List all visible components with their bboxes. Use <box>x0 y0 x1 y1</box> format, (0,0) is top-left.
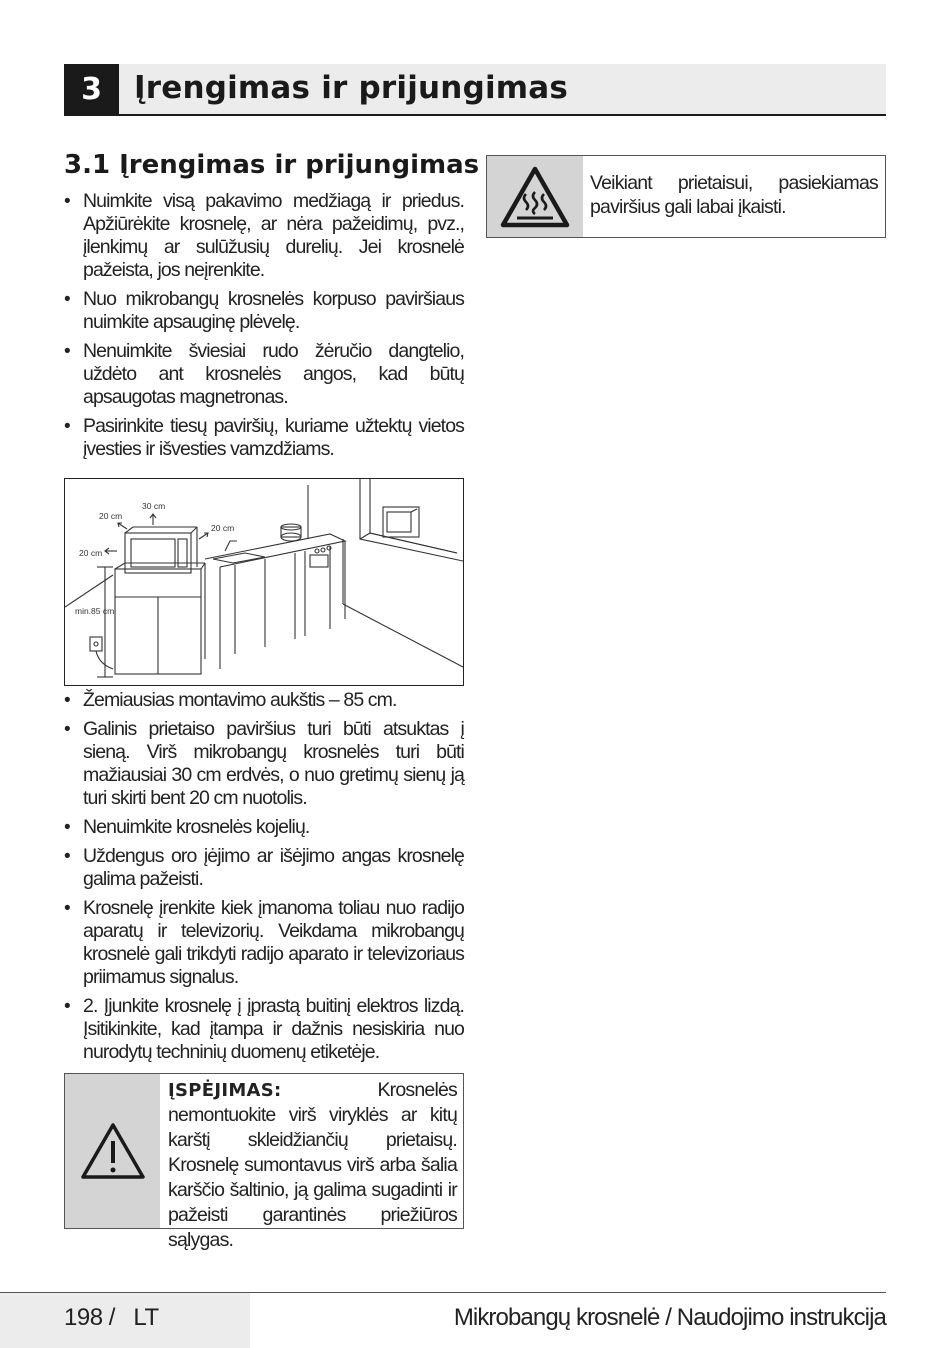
min-height-label: min.85 cm <box>75 606 115 616</box>
hot-surface-icon-cell <box>487 156 583 237</box>
section-title: 3.1 Įrengimas ir prijungimas <box>64 150 480 180</box>
installation-illustration <box>64 478 464 686</box>
warning-label: ĮSPĖJIMAS: <box>168 1080 282 1101</box>
list-item: • 2. Įjunkite krosnelę į įprastą buitinį elektros lizdą. Įsitikinkite, kad įtampa ir dažnis nesiskiria nuo nurodytų techninių duomenų etiketėje. <box>64 995 464 1064</box>
warning-box <box>64 1073 464 1251</box>
hot-surface-text: Veikiant prietaisui, pasiekiamas paviršius gali labai įkaisti. <box>590 172 878 218</box>
chapter-header <box>64 64 886 116</box>
warning-triangle-icon <box>79 1121 147 1181</box>
list-item: • Galinis prietaiso paviršius turi būti atsuktas į sieną. Virš mikrobangų krosnelės turi būti mažiausiai 30 cm erdvės, o nuo gretimų sienų ją turi skirti bent 20 cm nuotolis. <box>64 718 464 810</box>
clearance-right-label: 20 cm <box>211 523 235 533</box>
hot-surface-icon <box>499 164 571 230</box>
warning-text <box>168 1078 457 1253</box>
list-item: • Pasirinkite tiesų paviršių, kuriame užtektų vietos įvesties ir išvesties vamzdžiams. <box>64 415 464 461</box>
list-item: • Žemiausias montavimo aukštis – 85 cm. <box>64 689 464 712</box>
list-item: • Nenuimkite krosnelės kojelių. <box>64 816 464 839</box>
list-item: • Krosnelę įrenkite kiek įmanoma toliau nuo radijo aparatų ir televizorių. Veikdama mikrobangų krosnelė gali trikdyti radijo aparato ir televizoriaus priimamus signalus. <box>64 897 464 989</box>
hot-surface-notice <box>486 155 886 238</box>
list-item: • Nuo mikrobangų krosnelės korpuso paviršiaus nuimkite apsauginę plėvelę. <box>64 288 464 334</box>
warning-icon-cell <box>65 1074 160 1228</box>
placement-rules-list <box>64 689 464 1070</box>
kitchen-clearance-drawing <box>65 479 463 685</box>
warning-body: Krosnelės nemontuokite virš viryklės ar kitų karštį skleidžiančių prietaisų. Krosnelę sumontavus virš arba šalia karščio šaltinio, ją galima sugadinti ir pažeisti garantinės priežiūros sąlygas. <box>168 1079 457 1251</box>
list-item: • Uždengus oro įėjimo ar išėjimo angas krosnelę galima pažeisti. <box>64 845 464 891</box>
clearance-left-top-label: 20 cm <box>99 511 123 521</box>
clearance-top-label: 30 cm <box>142 501 166 511</box>
list-item: • Nuimkite visą pakavimo medžiagą ir priedus. Apžiūrėkite krosnelę, ar nėra pažeidimų, pvz., įlenkimų ar sulūžusių durelių. Jei krosnelė pažeista, jos neįrenkite. <box>64 190 464 282</box>
manual-title: Mikrobangų krosnelė / Naudojimo instrukcija <box>453 1304 886 1331</box>
install-steps-list <box>64 190 464 467</box>
chapter-title: Įrengimas ir prijungimas <box>134 70 569 106</box>
chapter-number: 3 <box>64 64 119 114</box>
clearance-left-label: 20 cm <box>79 548 103 558</box>
page-number: 198 / LT <box>64 1304 159 1331</box>
list-item: • Nenuimkite šviesiai rudo žėručio dangtelio, uždėto ant krosnelės angos, kad būtų apsaugotas magnetronas. <box>64 340 464 409</box>
